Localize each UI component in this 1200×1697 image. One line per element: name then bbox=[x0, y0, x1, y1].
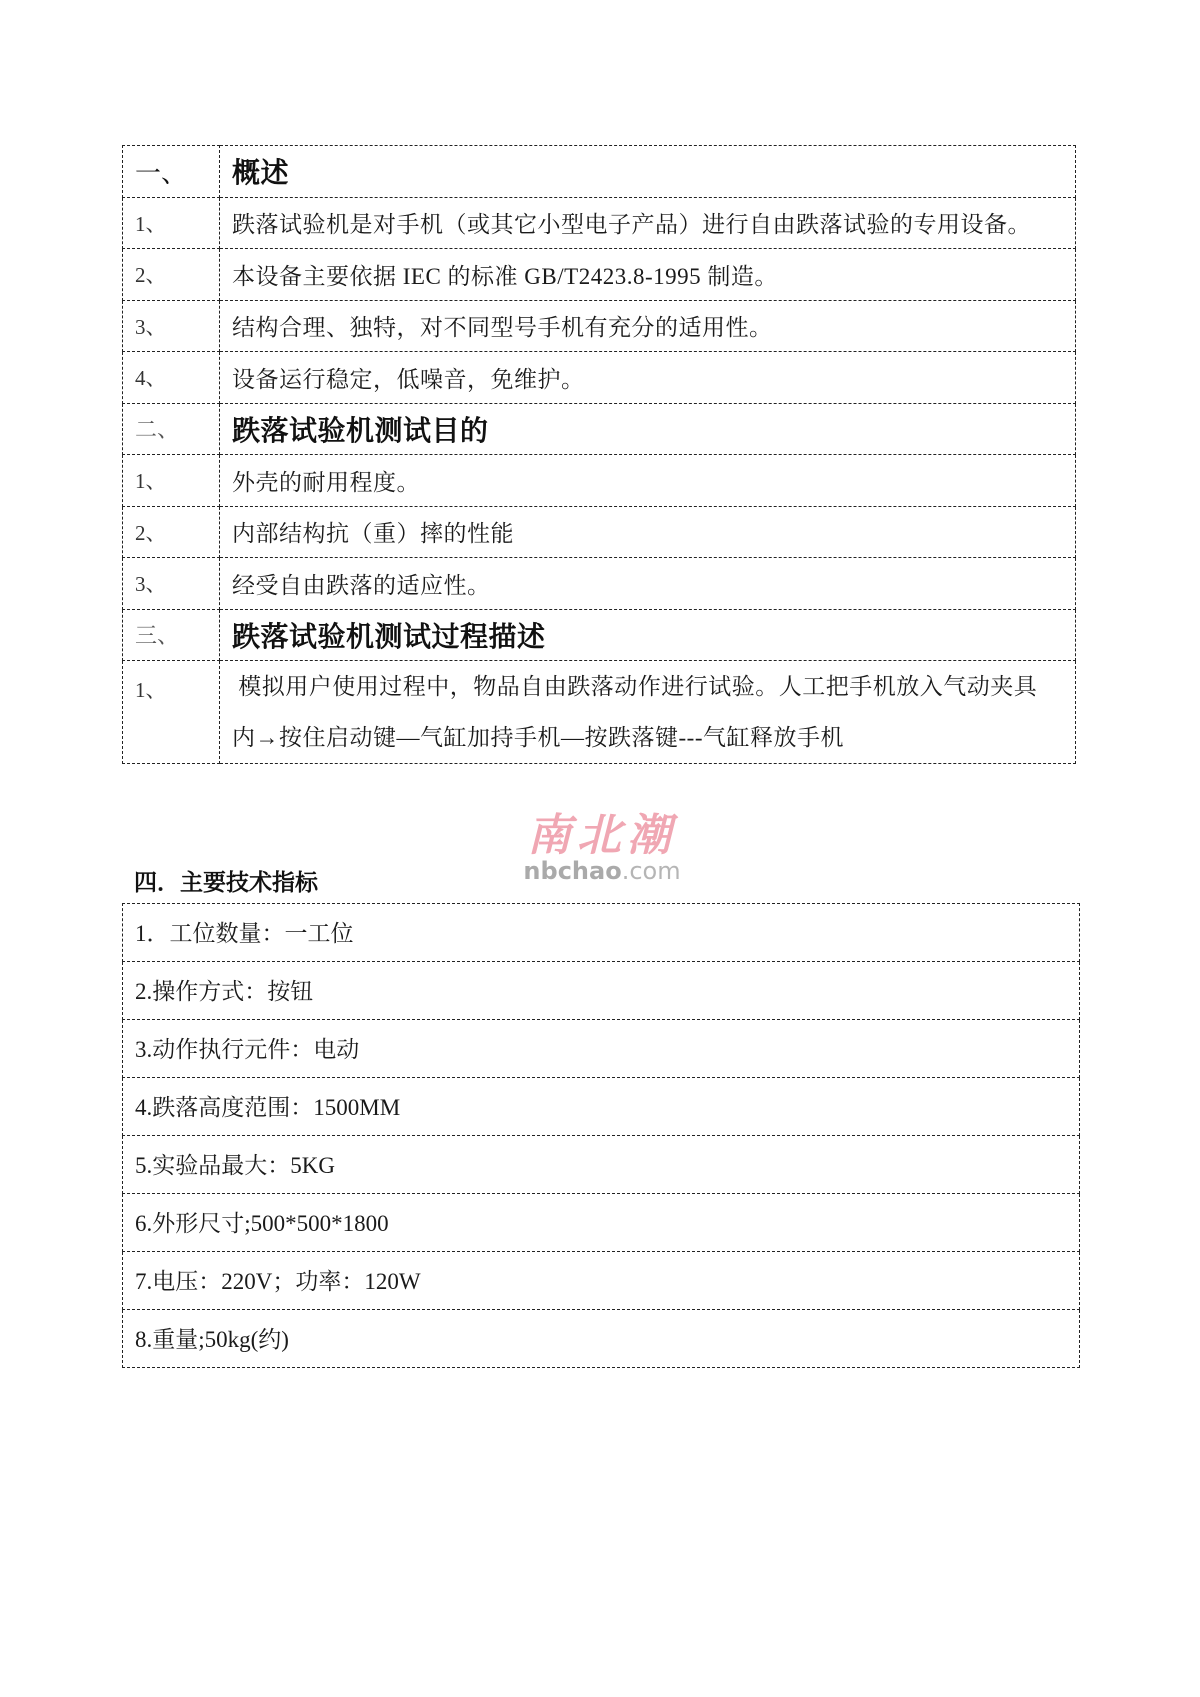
section-number: 一、 bbox=[123, 146, 220, 198]
spec-item: 6.外形尺寸;500*500*1800 bbox=[123, 1194, 1080, 1252]
overview-table bbox=[122, 145, 1076, 764]
item-number: 4、 bbox=[123, 352, 220, 404]
watermark-cn: 南北潮 bbox=[527, 810, 677, 861]
item-text: 本设备主要依据 IEC 的标准 GB/T2423.8-1995 制造。 bbox=[220, 249, 1076, 301]
watermark-en bbox=[517, 858, 687, 884]
specs-table bbox=[122, 903, 1080, 1368]
item-text: 结构合理、独特，对不同型号手机有充分的适用性。 bbox=[220, 300, 1076, 352]
spec-item: 1．工位数量：一工位 bbox=[123, 904, 1080, 962]
table-row bbox=[123, 1078, 1080, 1136]
item-number: 3、 bbox=[123, 300, 220, 352]
table-row bbox=[123, 558, 1076, 610]
item-text-line: 模拟用户使用过程中，物品自由跌落动作进行试验。人工把手机放入气动夹具 bbox=[232, 674, 1038, 699]
item-text: 外壳的耐用程度。 bbox=[220, 455, 1076, 507]
table-row bbox=[123, 455, 1076, 507]
item-number: 1、 bbox=[123, 455, 220, 507]
watermark-en-bold: nbchao bbox=[523, 857, 622, 885]
spec-item: 3.动作执行元件：电动 bbox=[123, 1020, 1080, 1078]
spec-item: 7.电压：220V；功率：120W bbox=[123, 1252, 1080, 1310]
section-title: 跌落试验机测试过程描述 bbox=[220, 609, 1076, 661]
section-heading-row bbox=[123, 403, 1076, 455]
item-number: 3、 bbox=[123, 558, 220, 610]
item-text: 内部结构抗（重）摔的性能 bbox=[220, 506, 1076, 558]
table-row bbox=[123, 197, 1076, 249]
table-row bbox=[123, 352, 1076, 404]
item-number: 1、 bbox=[123, 661, 220, 764]
item-text: 跌落试验机是对手机（或其它小型电子产品）进行自由跌落试验的专用设备。 bbox=[220, 197, 1076, 249]
spec-item: 8.重量;50kg(约) bbox=[123, 1310, 1080, 1368]
item-text: 经受自由跌落的适应性。 bbox=[220, 558, 1076, 610]
item-text: 设备运行稳定，低噪音，免维护。 bbox=[220, 352, 1076, 404]
table-row bbox=[123, 506, 1076, 558]
section-number: 二、 bbox=[123, 403, 220, 455]
specs-title: 四．主要技术指标 bbox=[134, 870, 318, 896]
spec-item: 5.实验品最大：5KG bbox=[123, 1136, 1080, 1194]
table-row bbox=[123, 1020, 1080, 1078]
item-number: 1、 bbox=[123, 197, 220, 249]
item-text-line: 内→按住启动键—气缸加持手机—按跌落键---气缸释放手机 bbox=[232, 725, 844, 750]
table-row bbox=[123, 1194, 1080, 1252]
section-heading-row bbox=[123, 146, 1076, 198]
watermark-en-suffix: .com bbox=[621, 857, 681, 885]
watermark-logo bbox=[517, 812, 687, 884]
spec-item: 2.操作方式：按钮 bbox=[123, 962, 1080, 1020]
table-row bbox=[123, 1136, 1080, 1194]
table-row bbox=[123, 661, 1076, 764]
table-row bbox=[123, 904, 1080, 962]
item-text bbox=[220, 661, 1076, 764]
item-number: 2、 bbox=[123, 249, 220, 301]
table-row bbox=[123, 249, 1076, 301]
section-title: 跌落试验机测试目的 bbox=[220, 403, 1076, 455]
section-title: 概述 bbox=[220, 146, 1076, 198]
table-row bbox=[123, 1252, 1080, 1310]
table-row bbox=[123, 962, 1080, 1020]
table-row bbox=[123, 300, 1076, 352]
section-number: 三、 bbox=[123, 609, 220, 661]
item-number: 2、 bbox=[123, 506, 220, 558]
section-heading-row bbox=[123, 609, 1076, 661]
table-row bbox=[123, 1310, 1080, 1368]
spec-item: 4.跌落高度范围：1500MM bbox=[123, 1078, 1080, 1136]
